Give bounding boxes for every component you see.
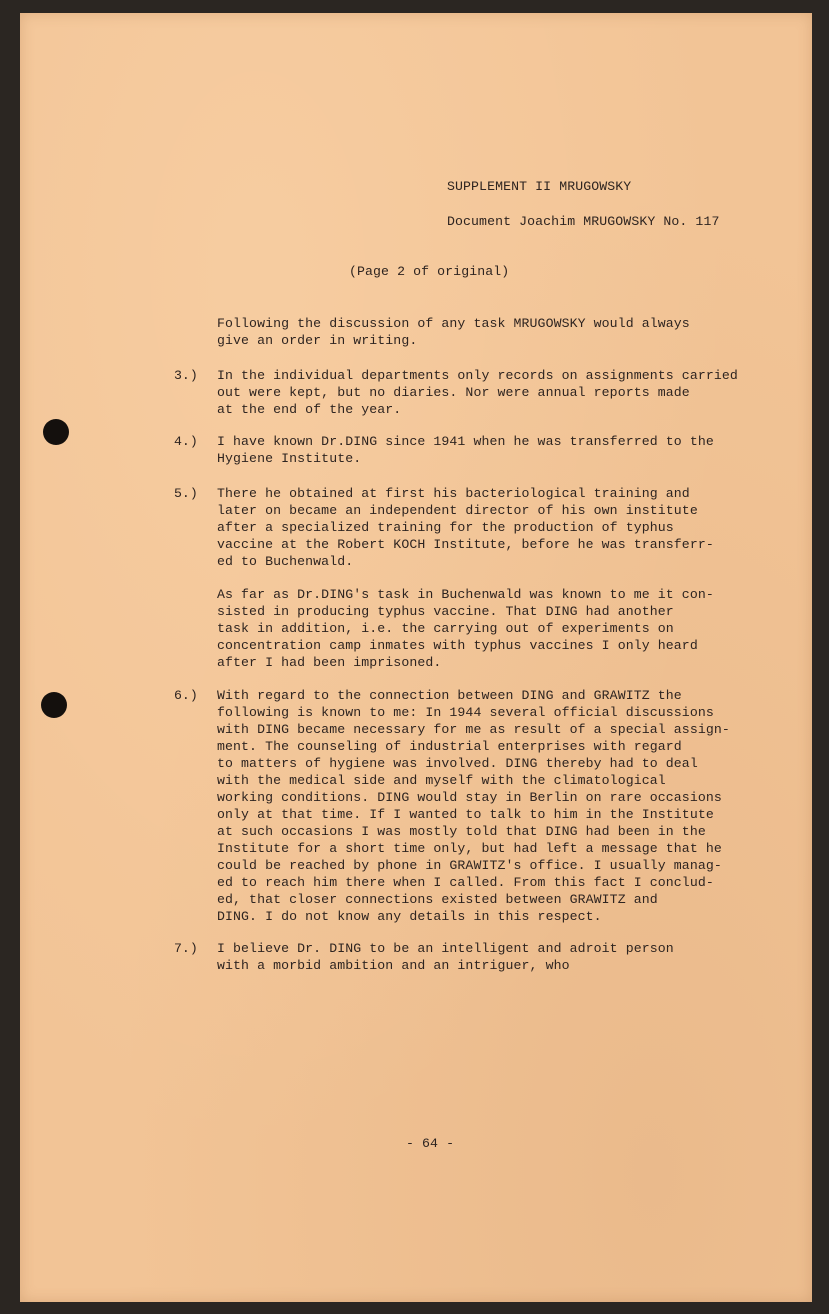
item-line: task in addition, i.e. the carrying out of experiments on	[217, 621, 674, 636]
item-line: concentration camp inmates with typhus vaccines I only heard	[217, 638, 698, 653]
document-reference: Document Joachim MRUGOWSKY No. 117	[447, 214, 720, 229]
item-3-text	[217, 367, 738, 418]
intro-line: give an order in writing.	[217, 333, 418, 348]
item-line: could be reached by phone in GRAWITZ's office. I usually manag-	[217, 858, 722, 873]
item-line: I believe Dr. DING to be an intelligent and adroit person	[217, 941, 674, 956]
item-number-7: 7.)	[174, 941, 198, 956]
item-line: There he obtained at first his bacteriological training and	[217, 486, 690, 501]
item-number-5: 5.)	[174, 486, 198, 501]
item-line: only at that time. If I wanted to talk to him in the Institute	[217, 807, 714, 822]
item-line: to matters of hygiene was involved. DING thereby had to deal	[217, 756, 698, 771]
item-line: Hygiene Institute.	[217, 451, 362, 466]
item-4-text	[217, 433, 714, 467]
item-line: following is known to me: In 1944 several official discussions	[217, 705, 714, 720]
item-6-text	[217, 687, 730, 925]
item-line: with the medical side and myself with the climatological	[217, 773, 666, 788]
item-7-text	[217, 940, 674, 974]
item-line: sisted in producing typhus vaccine. That DING had another	[217, 604, 674, 619]
punch-hole-top	[43, 419, 69, 445]
item-5-text	[217, 485, 714, 570]
item-line: out were kept, but no diaries. Nor were annual reports made	[217, 385, 690, 400]
item-line: at such occasions I was mostly told that DING had been in the	[217, 824, 706, 839]
item-line: In the individual departments only records on assignments carried	[217, 368, 738, 383]
item-line: ed to reach him there when I called. From this fact I conclud-	[217, 875, 714, 890]
item-number-3: 3.)	[174, 368, 198, 383]
page-note: (Page 2 of original)	[349, 264, 510, 279]
intro-paragraph	[217, 315, 690, 349]
item-line: after I had been imprisoned.	[217, 655, 442, 670]
item-number-6: 6.)	[174, 688, 198, 703]
item-line: I have known Dr.DING since 1941 when he was transferred to the	[217, 434, 714, 449]
item-number-4: 4.)	[174, 434, 198, 449]
item-5-continuation	[217, 586, 714, 671]
page-number: - 64 -	[406, 1136, 455, 1151]
intro-line: Following the discussion of any task MRUGOWSKY would always	[217, 316, 690, 331]
item-line: DING. I do not know any details in this respect.	[217, 909, 602, 924]
item-line: vaccine at the Robert KOCH Institute, before he was transferr-	[217, 537, 714, 552]
punch-hole-bottom	[41, 692, 67, 718]
supplement-header: SUPPLEMENT II MRUGOWSKY	[447, 179, 632, 194]
item-line: with DING became necessary for me as result of a special assign-	[217, 722, 730, 737]
item-line: ment. The counseling of industrial enterprises with regard	[217, 739, 682, 754]
item-line: ed to Buchenwald.	[217, 554, 354, 569]
item-line: working conditions. DING would stay in Berlin on rare occasions	[217, 790, 722, 805]
item-line: at the end of the year.	[217, 402, 402, 417]
item-line: later on became an independent director of his own institute	[217, 503, 698, 518]
item-line: after a specialized training for the production of typhus	[217, 520, 674, 535]
item-line: As far as Dr.DING's task in Buchenwald was known to me it con-	[217, 587, 714, 602]
item-line: with a morbid ambition and an intriguer, who	[217, 958, 570, 973]
item-line: With regard to the connection between DING and GRAWITZ the	[217, 688, 682, 703]
item-line: Institute for a short time only, but had left a message that he	[217, 841, 722, 856]
item-line: ed, that closer connections existed between GRAWITZ and	[217, 892, 658, 907]
